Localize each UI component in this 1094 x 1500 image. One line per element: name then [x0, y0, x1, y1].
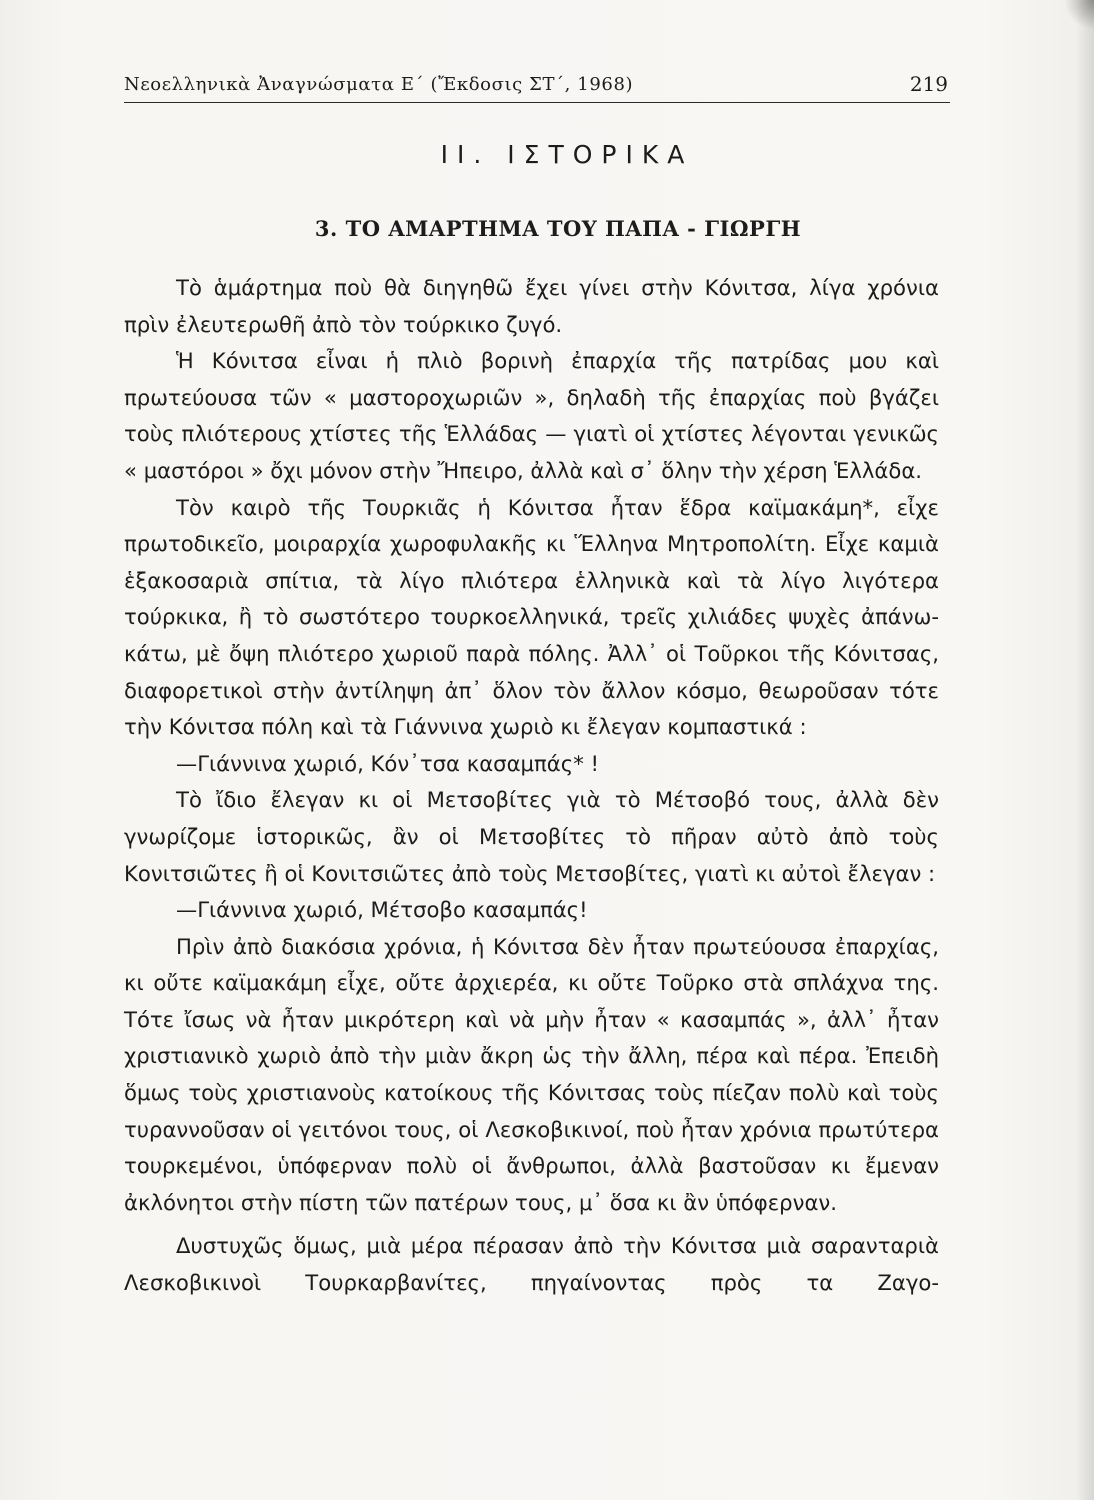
running-head-title: Νεοελληνικὰ Ἀναγνώσματα Ε΄ (Ἔκδοσις ΣΤ΄, 1968) [124, 74, 634, 95]
page-number: 219 [909, 72, 948, 96]
paragraph: Τὸ ἁμάρτημα ποὺ θὰ διηγηθῶ ἔχει γίνει στὴν Κόνιτσα, λίγα χρόνια πρὶν ἐλευτερωθῆ ἀπὸ τὸν τούρκικο ζυγό. [124, 275, 939, 337]
page-corner-shadow [1064, 0, 1094, 30]
body-text [124, 270, 939, 1302]
quote-line: —Γιάννινα χωριό, Μέτσοβο κασαμπάς! [176, 897, 588, 923]
chapter-title: 3. ΤΟ ΑΜΑΡΤΗΜΑ ΤΟΥ ΠΑΠΑ - ΓΙΩΡΓΗ [314, 216, 802, 241]
quote-line: —Γιάννινα χωριό, Κόν᾿τσα κασαμπάς* ! [176, 750, 600, 776]
paragraph: Πρὶν ἀπὸ διακόσια χρόνια, ἡ Κόνιτσα δὲν ἦταν πρωτεύουσα ἐπαρχίας, κι οὔτε καϊμακάμη εἶχε, οὔτε ἀρχιερέα, κι οὔτε Τοῦρκο στὰ σπλάχνα της. Τότε ἴσως νὰ ἦταν μικρότερη καὶ νὰ μὴν ἦταν « κασαμπάς », ἀλλ᾿ ἦταν χριστιανικὸ χωριὸ ἀπὸ τὴν μιὰν ἄκρη ὡς τὴν ἄλλη, πέρα καὶ πέρα. Ἐπειδὴ ὅμως τοὺς χριστιανοὺς κατοίκους τῆς Κόνιτσας τοὺς πίεζαν πολὺ καὶ τοὺς τυραννοῦσαν οἱ γειτόνοι τους, οἱ Λεσκοβικινοί, ποὺ ἦταν χρόνια πρωτύτερα τουρκεμένοι, ὑπόφερναν πολὺ οἱ ἄνθρωποι, ἀλλὰ βαστοῦσαν κι ἔμεναν ἀκλόνητοι στὴν πίστη τῶν πατέρων τους, μ᾿ ὅσα κι ἂν ὑπόφερναν. [124, 933, 939, 1215]
paragraph: Τὸν καιρὸ τῆς Τουρκιᾶς ἡ Κόνιτσα ἦταν ἕδρα καϊμακάμη*, εἶχε πρωτοδικεῖο, μοιραρχία χωροφυλακῆς κι Ἕλληνα Μητροπολίτη. Εἶχε καμιὰ ἑξακοσαριὰ σπίτια, τὰ λίγο πλιότερα ἑλληνικὰ καὶ τὰ λίγο λιγότερα τούρκικα, ἢ τὸ σωστότερο τουρκοελληνικά, τρεῖς χιλιάδες ψυχὲς ἀπάνω-κάτω, μὲ ὄψη πλιότερο χωριοῦ παρὰ πόλης. Ἀλλ᾿ οἱ Τοῦρκοι τῆς Κόνιτσας, διαφορετικοὶ στὴν ἀντίληψη ἀπ᾿ ὅλον τὸν ἄλλον κόσμο, θεωροῦσαν τότε τὴν Κόνιτσα πόλη καὶ τὰ Γιάννινα χωριὸ κι ἔλεγαν κομπαστικά : [124, 494, 939, 740]
paragraph: Δυστυχῶς ὅμως, μιὰ μέρα πέρασαν ἀπὸ τὴν Κόνιτσα μιὰ σαρανταριὰ Λεσκοβικινοὶ Τουρκαρβανίτες, πηγαίνοντας πρὸς τα Ζαγο- [124, 1233, 939, 1296]
running-head [124, 70, 950, 103]
paragraph: Ἡ Κόνιτσα εἶναι ἡ πλιὸ βορινὴ ἐπαρχία τῆς πατρίδας μου καὶ πρωτεύουσα τῶν « μαστοροχωριῶν », δηλαδὴ τῆς ἐπαρχίας ποὺ βγάζει τοὺς πλιότερους χτίστες τῆς Ἑλλάδας — γιατὶ οἱ χτίστες λέγονται γενικῶς « μαστόροι » ὄχι μόνον στὴν Ἤπειρο, ἀλλὰ καὶ σ᾿ ὅλην τὴν χέρση Ἑλλάδα. [124, 348, 939, 483]
section-title: II. ΙΣΤΟΡΙΚΑ [440, 140, 694, 169]
paragraph: Τὸ ἴδιο ἔλεγαν κι οἱ Μετσοβίτες γιὰ τὸ Μέτσοβό τους, ἀλλὰ δὲν γνωρίζομε ἱστορικῶς, ἂν οἱ Μετσοβίτες τὸ πῆραν αὐτὸ ἀπὸ τοὺς Κονιτσιῶτες ἢ οἱ Κονιτσιῶτες ἀπὸ τοὺς Μετσοβίτες, γιατὶ κι αὐτοὶ ἔλεγαν : [124, 787, 939, 886]
